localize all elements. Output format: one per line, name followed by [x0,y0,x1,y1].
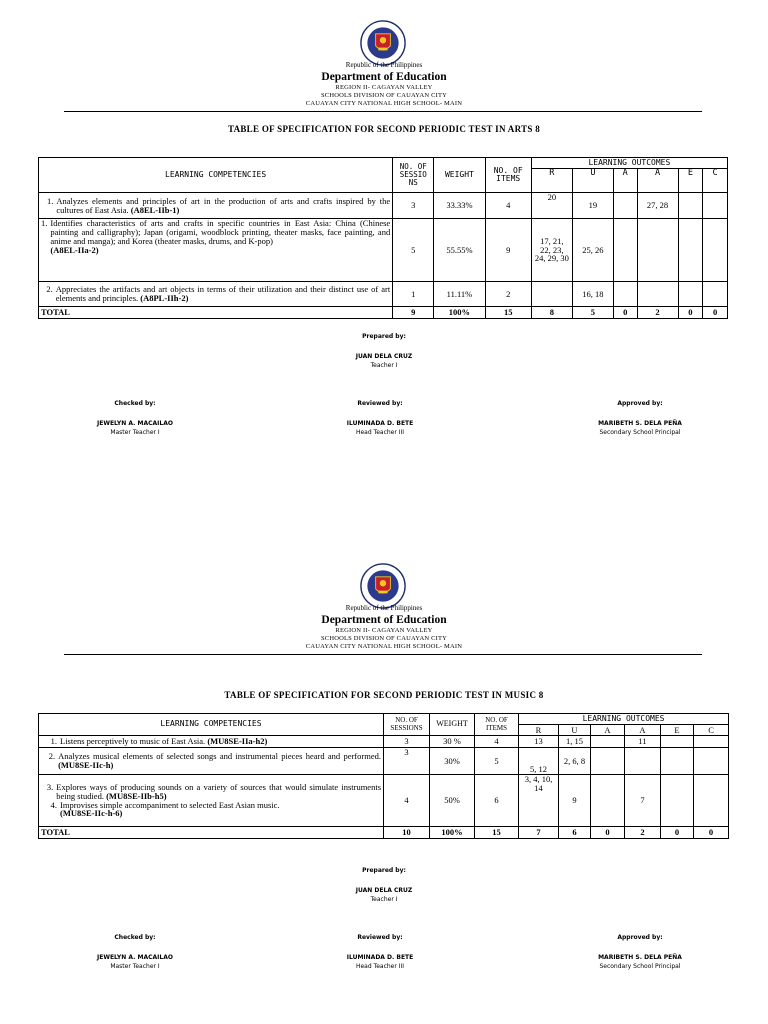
total-a2: 2 [637,307,678,319]
outcomes-header: LEARNING OUTCOMES [519,714,729,725]
division-line: SCHOOLS DIVISION OF CAUAYAN CITY [320,635,448,642]
table-row [39,736,729,748]
u-cell: 19 [572,193,613,219]
a2-cell [625,748,661,775]
division-line: SCHOOLS DIVISION OF CAUAYAN CITY [320,92,448,99]
checked-name: JEWELYN A. MACAILAO [97,953,173,961]
sessions-header: NO. OF SESSIO NS [393,158,434,193]
prepared-title: Teacher I [370,896,398,904]
r-cell: 17, 21, 22, 23, 24, 29, 30 [531,219,572,282]
total-u: 5 [572,307,613,319]
c-cell [694,775,729,827]
competency-code: (A8EL-IIa-2) [50,244,99,255]
competency-text: Listens perceptively to music of East Asia. [60,736,206,747]
total-r: 8 [531,307,572,319]
r-header: R [531,169,572,193]
u-cell: 2, 6, 8 [559,748,591,775]
region-line: REGION II- CAGAYAN VALLEY [335,84,433,91]
region-line: REGION II- CAGAYAN VALLEY [335,627,433,634]
weight-cell: 33.33% [434,193,485,219]
total-items: 15 [475,827,519,839]
sessions-cell: 3 [393,193,434,219]
music-title: TABLE OF SPECIFICATION FOR SECOND PERIODIC TEST IN MUSIC 8 [224,690,544,700]
deped-seal-icon [360,563,406,609]
competency-cell [39,748,384,775]
prepared-title: Teacher I [370,362,398,370]
competency-text: Analyzes musical elements of selected songs and instrumental pieces heard and performed. [58,751,381,762]
total-a1: 0 [613,307,637,319]
weight-cell: 30 % [430,736,475,748]
sessions-cell: 5 [393,219,434,282]
e-cell [661,736,694,748]
competencies-header: LEARNING COMPETENCIES [39,714,384,736]
item-number: 4. [50,799,57,810]
total-c: 0 [703,307,728,319]
reviewed-name: ILUMINADA D. BETE [346,953,414,961]
items-header: NO. OF ITEMS [475,714,519,736]
prepared-label: Prepared by: [362,333,406,340]
republic-line: Republic of the Philippines [345,61,423,69]
sessions-cell: 1 [393,282,434,307]
u-cell: 1, 15 [559,736,591,748]
total-e: 0 [678,307,703,319]
weight-cell: 11.11% [434,282,485,307]
weight-header: WEIGHT [430,714,475,736]
total-r: 7 [519,827,559,839]
competency-cell [39,736,384,748]
a2-cell: 27, 28 [637,193,678,219]
total-weight: 100% [434,307,485,319]
r-cell: 5, 12 [519,748,559,775]
c-header: C [703,169,728,193]
prepared-label: Prepared by: [362,867,406,874]
prepared-name: JUAN DELA CRUZ [355,886,413,894]
department-name: Department of Education [321,71,447,83]
a2-header: A [637,169,678,193]
a1-cell [591,775,625,827]
approved-label: Approved by: [617,934,663,941]
e-cell [661,748,694,775]
department-name: Department of Education [321,614,447,626]
u-header: U [559,725,591,736]
competency-code: (A8EL-IIb-1) [130,204,180,215]
sessions-cell: 4 [384,775,430,827]
sessions-cell: 3 [384,748,430,775]
approved-title: Secondary School Principal [599,429,681,437]
total-e: 0 [661,827,694,839]
e-header: E [661,725,694,736]
total-c: 0 [694,827,729,839]
item-number: 1. [50,736,57,747]
competency-text: Analyzes elements and principles of art in the production of arts and crafts inspired by the cultures of East Asia. [56,195,391,215]
r-cell: 3, 4, 10, 14 [519,775,559,827]
table-row [39,775,729,827]
r-header: R [519,725,559,736]
items-cell: 9 [485,219,531,282]
competencies-header: LEARNING COMPETENCIES [39,158,393,193]
competency-text: Improvises simple accompaniment to selected East Asian music. [60,799,280,810]
competency-text: Explores ways of producing sounds on a variety of sources that would simulate instruments being studied. [56,781,381,801]
competency-code: (MU8SE-IIc-h) [58,760,114,770]
total-label: TOTAL [39,827,384,839]
approved-title: Secondary School Principal [599,963,681,971]
u-cell: 9 [559,775,591,827]
competency-text: Identifies characteristics of arts and crafts in specific countries in East Asia: China (Chinese painting and calligraphy); Japan (origami, woodblock printing, theater masks, face painting, and anime and manga); and Korea (theater masks, drums, and K-pop) [50,218,391,246]
u-header: U [572,169,613,193]
a1-header: A [591,725,625,736]
r-cell: 13 [519,736,559,748]
sessions-header: NO. OF SESSIONS [384,714,430,736]
weight-cell: 50% [430,775,475,827]
total-sessions: 9 [393,307,434,319]
reviewed-block [280,933,480,972]
c-cell [694,736,729,748]
republic-line: Republic of the Philippines [345,604,423,612]
u-cell: 16, 18 [572,282,613,307]
total-label: TOTAL [39,307,393,319]
outcomes-header: LEARNING OUTCOMES [531,158,727,169]
checked-name: JEWELYN A. MACAILAO [97,419,173,427]
a2-cell: 11 [625,736,661,748]
r-cell: 20 [531,193,572,219]
approved-name: MARIBETH S. DELA PEÑA [598,419,682,427]
arts-title: TABLE OF SPECIFICATION FOR SECOND PERIODIC TEST IN ARTS 8 [227,124,541,134]
header-rule [64,654,702,655]
item-number: 2. [48,751,56,762]
item-number: 1. [47,195,54,206]
e-cell [661,775,694,827]
items-cell: 4 [485,193,531,219]
e-header: E [678,169,703,193]
items-cell: 4 [475,736,519,748]
prepared-name: JUAN DELA CRUZ [355,352,413,360]
total-row [39,827,729,839]
music-tos-table [38,713,729,839]
reviewed-label: Reviewed by: [357,934,403,941]
competency-text: Appreciates the artifacts and art objects in terms of their utilization and their distinct use of art elements and principles. [55,284,391,303]
a2-cell: 7 [625,775,661,827]
competency-cell [39,775,384,827]
total-items: 15 [485,307,531,319]
weight-header: WEIGHT [434,158,485,193]
reviewed-name: ILUMINADA D. BETE [346,419,414,427]
total-u: 6 [559,827,591,839]
school-line: CAUAYAN CITY NATIONAL HIGH SCHOOL- MAIN [305,100,463,107]
total-a1: 0 [591,827,625,839]
c-header: C [694,725,729,736]
total-weight: 100% [430,827,475,839]
c-cell [694,748,729,775]
checked-block [35,933,235,972]
items-cell: 5 [475,748,519,775]
checked-title: Master Teacher I [110,963,160,971]
checked-title: Master Teacher I [110,429,160,437]
checked-label: Checked by: [114,934,156,941]
reviewed-title: Head Teacher III [355,429,405,437]
item-number: 2. [46,284,53,295]
reviewed-title: Head Teacher III [355,963,405,971]
checked-label: Checked by: [114,400,156,407]
items-cell: 6 [475,775,519,827]
weight-cell: 55.55% [434,219,485,282]
approved-name: MARIBETH S. DELA PEÑA [598,953,682,961]
items-header: NO. OF ITEMS [485,158,531,193]
item-number: 1. [41,218,48,228]
approved-label: Approved by: [617,400,663,407]
item-number: 3. [46,781,54,792]
u-cell: 25, 26 [572,219,613,282]
total-sessions: 10 [384,827,430,839]
a1-cell [591,748,625,775]
sessions-cell: 3 [384,736,430,748]
school-line: CAUAYAN CITY NATIONAL HIGH SCHOOL- MAIN [305,643,463,650]
approved-block [530,933,750,972]
competency-code: (MU8SE-IIc-h-6) [60,808,123,819]
a2-header: A [625,725,661,736]
a1-header: A [613,169,637,193]
weight-cell: 30% [430,748,475,775]
total-a2: 2 [625,827,661,839]
competency-code: (MU8SE-IIb-h5) [106,790,167,801]
competency-code: (A8PL-IIh-2) [140,293,189,303]
competency-code: (MU8SE-IIa-h2) [207,736,268,747]
a1-cell [591,736,625,748]
reviewed-label: Reviewed by: [357,400,403,407]
table-row [39,748,729,775]
items-cell: 2 [485,282,531,307]
prepared-block [284,866,484,905]
